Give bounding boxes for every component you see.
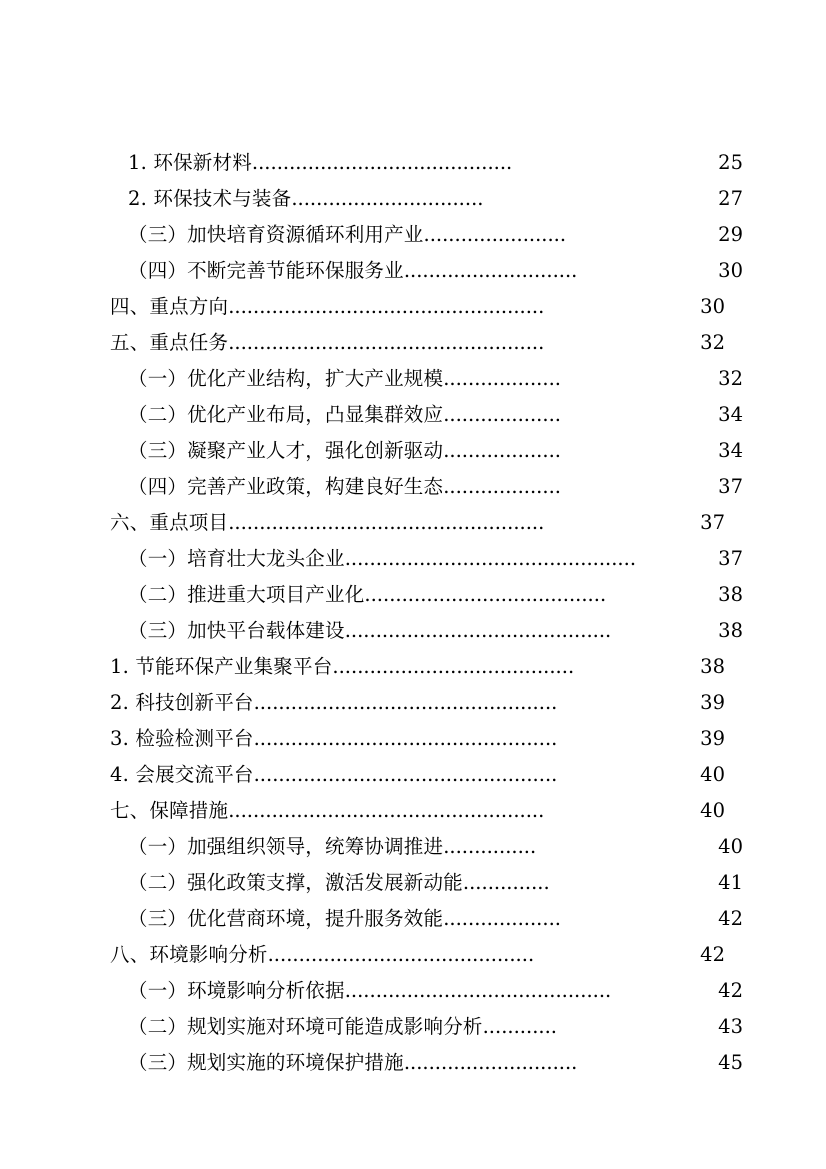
toc-entry-label: 七、保障措施	[110, 799, 229, 822]
toc-page-number: 42	[700, 943, 725, 966]
toc-leader: .......................	[423, 223, 567, 246]
toc-leader: ...................................................	[228, 295, 545, 318]
toc-entry[interactable]	[110, 217, 743, 253]
toc-page-number: 42	[718, 907, 743, 930]
toc-leader: ...................	[443, 439, 561, 462]
toc-entry-label: （一）环境影响分析依据	[128, 979, 345, 1002]
toc-entry-label: 五、重点任务	[110, 331, 229, 354]
toc-leader: .................................................	[253, 727, 558, 750]
toc-entry-label: （四）完善产业政策，构建良好生态	[128, 475, 444, 498]
toc-entry[interactable]	[110, 361, 743, 397]
toc-leader: ............	[482, 1015, 557, 1038]
toc-entry-label: （二）规划实施对环境可能造成影响分析	[128, 1015, 483, 1038]
toc-entry[interactable]	[110, 829, 743, 865]
toc-entry[interactable]	[110, 721, 725, 757]
toc-entry-label: 八、环境影响分析	[110, 943, 268, 966]
toc-leader: ...................	[443, 475, 561, 498]
toc-page-number: 34	[718, 439, 743, 462]
toc-leader: ..........................................	[251, 151, 513, 174]
toc-leader: ...............	[443, 835, 537, 858]
toc-entry[interactable]	[110, 793, 725, 829]
toc-page-number: 25	[718, 151, 743, 174]
toc-entry-label: （一）加强组织领导，统筹协调推进	[128, 835, 444, 858]
toc-leader: ...........................................	[344, 979, 612, 1002]
toc-page-number: 38	[718, 583, 743, 606]
toc-entry[interactable]	[110, 901, 743, 937]
toc-entry[interactable]	[110, 1045, 743, 1081]
toc-leader: .................................................	[253, 763, 558, 786]
toc-entry[interactable]	[110, 145, 743, 181]
toc-page-number: 29	[718, 223, 743, 246]
toc-page-number: 30	[700, 295, 725, 318]
toc-entry[interactable]	[110, 757, 725, 793]
toc-leader: .......................................	[364, 583, 607, 606]
toc-page-number: 32	[700, 331, 725, 354]
toc-leader: ...............................................	[344, 547, 637, 570]
toc-entry-label: 1. 节能环保产业集聚平台	[110, 655, 333, 678]
toc-leader: ...............................	[291, 187, 484, 210]
toc-entry[interactable]	[110, 253, 743, 289]
toc-entry[interactable]	[110, 937, 725, 973]
toc-page-number: 37	[718, 547, 743, 570]
toc-page-number: 45	[718, 1051, 743, 1074]
toc-entry[interactable]	[110, 973, 743, 1009]
toc-entry-label: 六、重点项目	[110, 511, 229, 534]
toc-entry-label: 2. 环保技术与装备	[128, 187, 292, 210]
toc-page-number: 40	[700, 763, 725, 786]
toc-entry[interactable]	[110, 289, 725, 325]
toc-entry[interactable]	[110, 613, 743, 649]
toc-leader: ...................................................	[228, 511, 545, 534]
toc-page-number: 32	[718, 367, 743, 390]
toc-leader: ............................	[403, 259, 578, 282]
toc-entry[interactable]	[110, 649, 725, 685]
toc-leader: .......................................	[332, 655, 575, 678]
toc-entry-label: 1. 环保新材料	[128, 151, 252, 174]
toc-entry[interactable]	[110, 865, 743, 901]
toc-leader: ...................................................	[228, 799, 545, 822]
toc-entry[interactable]	[110, 433, 743, 469]
toc-leader: ...........................................	[344, 619, 612, 642]
toc-entry[interactable]	[110, 505, 725, 541]
toc-entry-label: （一）培育壮大龙头企业	[128, 547, 345, 570]
toc-entry-label: （二）强化政策支撑，激活发展新动能	[128, 871, 463, 894]
toc-entry[interactable]	[110, 577, 743, 613]
toc-page-number: 39	[700, 691, 725, 714]
toc-page-number: 40	[700, 799, 725, 822]
toc-entry-label: 四、重点方向	[110, 295, 229, 318]
toc-page-number: 39	[700, 727, 725, 750]
toc-entry-label: （三）优化营商环境，提升服务效能	[128, 907, 444, 930]
toc-entry-label: （二）优化产业布局，凸显集群效应	[128, 403, 444, 426]
toc-entry[interactable]	[110, 1009, 743, 1045]
toc-entry[interactable]	[110, 325, 725, 361]
toc-page-number: 27	[718, 187, 743, 210]
toc-page-number: 41	[718, 871, 743, 894]
toc-entry[interactable]	[110, 469, 743, 505]
toc-entry-label: （三）规划实施的环境保护措施	[128, 1051, 404, 1074]
toc-leader: ...........................................	[267, 943, 535, 966]
toc-entry[interactable]	[110, 541, 743, 577]
toc-leader: ...................	[443, 907, 561, 930]
table-of-contents	[110, 145, 743, 1081]
toc-leader: .................................................	[253, 691, 558, 714]
toc-page-number: 37	[700, 511, 725, 534]
toc-entry-label: （四）不断完善节能环保服务业	[128, 259, 404, 282]
toc-page-number: 30	[718, 259, 743, 282]
toc-page-number: 38	[718, 619, 743, 642]
toc-page-number: 43	[718, 1015, 743, 1038]
toc-page-number: 42	[718, 979, 743, 1002]
toc-entry-label: （二）推进重大项目产业化	[128, 583, 365, 606]
toc-entry-label: （三）加快平台载体建设	[128, 619, 345, 642]
toc-entry[interactable]	[110, 685, 725, 721]
toc-leader: ...................	[443, 403, 561, 426]
toc-entry-label: （三）加快培育资源循环利用产业	[128, 223, 424, 246]
toc-page-number: 40	[718, 835, 743, 858]
toc-leader: ..............	[462, 871, 550, 894]
toc-entry-label: （一）优化产业结构，扩大产业规模	[128, 367, 444, 390]
toc-leader: ...................	[443, 367, 561, 390]
toc-page-number: 34	[718, 403, 743, 426]
toc-entry-label: （三）凝聚产业人才，强化创新驱动	[128, 439, 444, 462]
toc-entry-label: 3. 检验检测平台	[110, 727, 254, 750]
toc-entry-label: 2. 科技创新平台	[110, 691, 254, 714]
toc-leader: ............................	[403, 1051, 578, 1074]
toc-entry[interactable]	[110, 397, 743, 433]
toc-entry-label: 4. 会展交流平台	[110, 763, 254, 786]
toc-page-number: 38	[700, 655, 725, 678]
toc-leader: ...................................................	[228, 331, 545, 354]
toc-entry[interactable]	[110, 181, 743, 217]
toc-page-number: 37	[718, 475, 743, 498]
